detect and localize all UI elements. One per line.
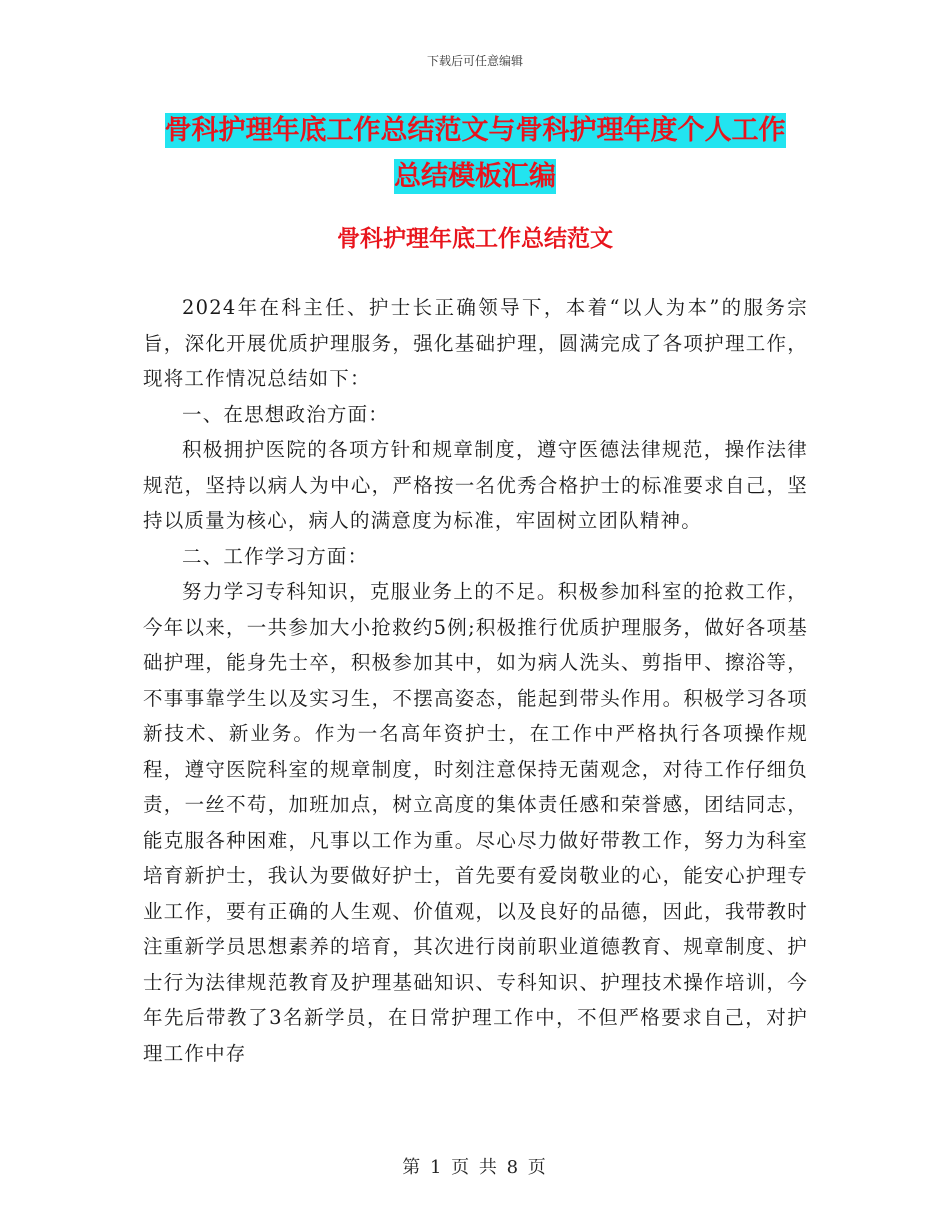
document-body — [143, 290, 808, 1071]
page-number: 第 1 页 共 8 页 — [402, 1157, 548, 1178]
paragraph-political: 积极拥护医院的各项方针和规章制度，遵守医德法律规范，操作法律规范，坚持以病人为中心，严格按一名优秀合格护士的标准要求自己，坚持以质量为核心，病人的满意度为标准，牢固树立团队精神。 — [143, 438, 808, 532]
document-title-line1: 骨科护理年底工作总结范文与骨科护理年度个人工作 — [164, 115, 786, 146]
heading-work-study: 二、工作学习方面： — [182, 544, 369, 568]
paragraph-intro: 2024年在科主任、护士长正确领导下，本着“以人为本”的服务宗旨，深化开展优质护理服务，强化基础护理，圆满完成了各项护理工作，现将工作情况总结如下： — [143, 296, 808, 390]
header-note: 下载后可任意编辑 — [426, 54, 523, 68]
section-title: 骨科护理年底工作总结范文 — [337, 226, 613, 252]
paragraph-work-study: 努力学习专科知识，克服业务上的不足。积极参加科室的抢救工作，今年以来，一共参加大小抢救约5例;积极推行优质护理服务，做好各项基础护理，能身先士卒，积极参加其中，如为病人洗头、剪指甲、擦浴等，不事事靠学生以及实习生，不摆高姿态，能起到带头作用。积极学习各项新技术、新业务。作为一名高年资护士，在工作中严格执行各项操作规程，遵守医院科室的规章制度，时刻注意保持无菌观念，对待工作仔细负责，一丝不苟，加班加点，树立高度的集体责任感和荣誉感，团结同志，能克服各种困难，凡事以工作为重。尽心尽力做好带教工作，努力为科室培育新护士，我认为要做好护士，首先要有爱岗敬业的心，能安心护理专业工作，要有正确的人生观、价值观，以及良好的品德，因此，我带教时注重新学员思想素养的培育，其次进行岗前职业道德教育、规章制度、护士行为法律规范教育及护理基础知识、专科知识、护理技术操作培训，今年先后带教了3名新学员，在日常护理工作中，不但严格要求自己，对护理工作中存 — [143, 580, 808, 1065]
heading-political: 一、在思想政治方面： — [182, 402, 390, 426]
document-title-line2: 总结模板汇编 — [394, 161, 556, 192]
document-title — [140, 108, 810, 200]
